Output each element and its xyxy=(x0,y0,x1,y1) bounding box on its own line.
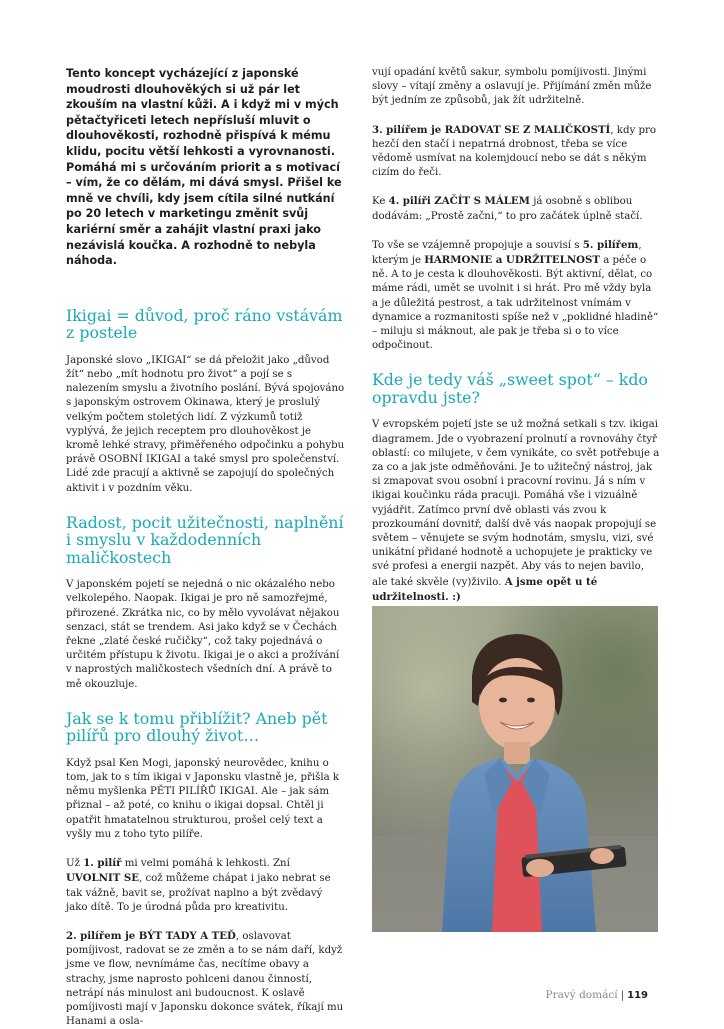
paragraph-pilir-2: 2. pilířem je BÝT TADY A TEĎ, oslavovat pomíjivost, radovat se ze změn a to se nám daří, když jsme ve flow, nevnímáme čas, necítíme obavy a strachy, jsme naprosto pohlceni danou činností, netrápí nás minulost ani budoucnost. K oslavě pomíjivosti mají v Japonsku dokonce svátek, říkají mu Hanami a osla- xyxy=(66,929,344,1028)
paragraph-ken-mogi: Když psal Ken Mogi, japonský neurovědec, knihu o tom, jak to s tím ikigai v Japonsku vlastně je, přišla k němu myšlenka PĚTI PILÍŘŮ IKIGAI. Ale – jak sám přiznal – až poté, co knihu o ikigai dopsal. Chtěl ji opatřit hmatatelnou strukturou, prošel celý text a vyšly mu z toho tyto pilíře. xyxy=(66,757,340,840)
paragraph-pilir-4: Ke 4. pilíři ZAČÍT S MÁLEM já osobně s oblibou dodávám: „Prostě začni,“ to pro začátek úplně stačí. xyxy=(372,195,643,222)
section-body-ikigai: Japonské slovo „IKIGAI“ se dá přeložit jako „důvod žít“ nebo „mít hodnotu pro život“ a pojí se s nalezením smyslu a životního poslání. Bývá spojováno s japonským ostrovem Okinawa, který je proslulý velkým počtem stoletých lidí. Z výzkumů totiž vyplývá, že jejich receptem pro dlouhověkost je kromě lehké stravy, přiměřeného odpočinku a pohybu právě OSOBNÍ IKIGAI a také smysl pro společenství. Lidé zde pracují a aktivně se zapojují do společných aktivit i v pozdním věku. xyxy=(66,354,345,494)
section-body-radost: V japonském pojetí se nejedná o nic okázalého nebo velkolepého. Naopak. Ikigai je pro ně samozřejmé, přirozené. Zkrátka nic, co by mělo vyvolávat nějakou senzaci, stát se trendem. Asi jako když se v Čechách řekne „zlaté české ručičky“, což taky pojednává o určitém přístupu k životu. Ikigai je o akci a prožívání v naprostých maličkostech všedních dní. A právě to mě okouzluje. xyxy=(66,579,340,690)
magazine-name: Pravý domácí xyxy=(545,989,618,1001)
left-column xyxy=(66,66,346,1029)
page-number: 119 xyxy=(627,990,648,1001)
section-heading-sweet-spot: Kde je tedy váš „sweet spot“ – kdo opravdu jste? xyxy=(372,370,648,407)
paragraph-hanami-continued: vují opadání květů sakur, symbolu pomíjivosti. Jinými slovy – vítají změny a oslavují je. Přijímání změn může být jedním ze způsobů, jak žít udržitelně. xyxy=(372,67,652,107)
section-heading-ikigai: Ikigai = důvod, proč ráno vstávám z postele xyxy=(66,305,343,343)
footer-separator: | xyxy=(620,989,625,1001)
intro-paragraph: Tento koncept vycházející z japonské moudrosti dlouhověkých si už pár let zkouším na vlastní kůži. A i když mi v mých pětačtyřiceti letech nepřísluší mluvit o dlouhověkosti, rozhodně přispívá k mému klidu, pocitu větší lehkosti a vyrovnanosti. Pomáhá mi s určováním priorit a s motivací – vím, že co dělám, mi dává smysl. Přišel ke mně ve chvíli, kdy jsem cítila silné nutkání po 20 letech v marketingu změnit svůj kariérní směr a zahájit vlastní praxi jako nezávislá koučka. A rozhodně to nebyla náhoda. xyxy=(66,67,342,268)
paragraph-pilir-1: Už 1. pilíř mi velmi pomáhá k lehkosti. Zní UVOLNIT SE, což můžeme chápat i jako nebrat se tak vážně, bavit se, prožívat naplno a být zvědavý jako dítě. To je úrodná půda pro kreativitu. xyxy=(66,857,331,913)
paragraph-pilir-3: 3. pilířem je RADOVAT SE Z MALIČKOSTÍ, kdy pro hezčí den stačí i nepatrná drobnost, třeba se více vědomě usmívat na kolemjdoucí nebo se dát s někým cizím do řeči. xyxy=(372,123,657,179)
section-heading-radost: Radost, pocit užitečnosti, naplnění i smyslu v každodenních maličkostech xyxy=(66,512,344,567)
page-footer xyxy=(546,989,648,1001)
section-heading-piliry: Jak se k tomu přiblížit? Aneb pět pilířů pro dlouhý život… xyxy=(66,708,328,746)
right-column xyxy=(372,66,660,605)
author-photo xyxy=(372,606,658,932)
paragraph-pilir-5: To vše se vzájemně propojuje a souvisí s 5. pilířem, kterým je HARMONIE a UDRŽITELNOST a péče o ně. A to je cesta k dlouhověkosti. Být aktivní, dělat, co máme rádi, umět se uvolnit i si hrát. Pro mě vždy byla a je důležitá pestrost, a tak udržitelnost vnímám v dynamice a rozmanitosti spíše než v „poklidné hladině“ – miluju si máknout, ale pak je třeba si o to více odpočinout. xyxy=(372,238,659,352)
section-body-sweet-spot: V evropském pojetí jste se už možná setkali s tzv. ikigai diagramem. Jde o vyobrazení prolnutí a rovnováhy čtyř oblastí: co milujete, v čem vynikáte, co svět potřebuje a za co a jak jste odměňováni. Je to užitečný nástroj, jak si zmapovat svou osobní i pracovní rovinu. Já s ním v ikigai koučinku ráda pracuji. Pomáhá vše i vizuálně vyjádřit. Zatímco první dvě oblasti vás zvou k prozkoumání dovnitř, další dvě vás naopak propojují se světem – věnujete se svým hodnotám, smyslu, vizi, své unikátní přidané hodnotě a uchopujete je prakticky ve své profesi a energii nazpět. Aby vás to nejen bavilo, ale také skvěle (vy)živilo. A jsme opět u té udržitelnosti. :) xyxy=(372,419,660,603)
